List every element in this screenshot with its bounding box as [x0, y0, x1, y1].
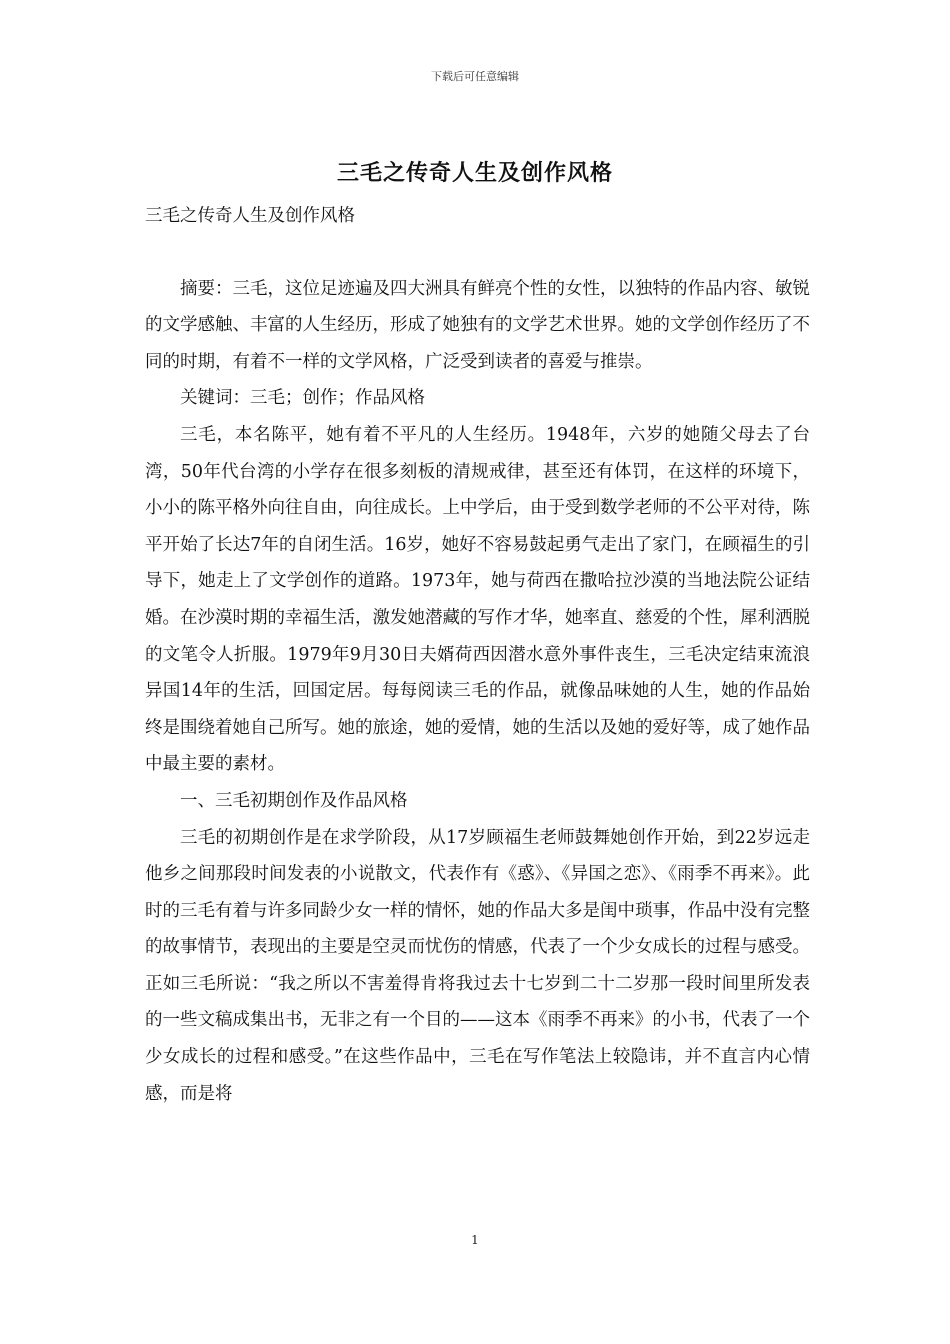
biography-paragraph: 三毛，本名陈平，她有着不平凡的人生经历。1948年，六岁的她随父母去了台湾，50年代台湾的小学存在很多刻板的清规戒律，甚至还有体罚，在这样的环境下，小小的陈平格外向往自由，向往成长。上中学后，由于受到数学老师的不公平对待，陈平开始了长达7年的自闭生活。16岁，她好不容易鼓起勇气走出了家门，在顾福生的引导下，她走上了文学创作的道路。1973年，她与荷西在撒哈拉沙漠的当地法院公证结婚。在沙漠时期的幸福生活，激发她潜藏的写作才华，她率直、慈爱的个性，犀利洒脱的文笔令人折服。1979年9月30日夫婿荷西因潜水意外事件丧生，三毛决定结束流浪异国14年的生活，回国定居。每每阅读三毛的作品，就像品味她的人生，她的作品始终是围绕着她自己所写。她的旅途，她的爱情，她的生活以及她的爱好等，成了她作品中最主要的素材。 — [145, 424, 810, 775]
abstract-paragraph: 摘要：三毛，这位足迹遍及四大洲具有鲜亮个性的女性，以独特的作品内容、敏锐的文学感触、丰富的人生经历，形成了她独有的文学艺术世界。她的文学创作经历了不同的时期，有着不一样的文学风格，广泛受到读者的喜爱与推崇。 — [145, 278, 810, 372]
keywords-paragraph: 关键词：三毛；创作；作品风格 — [180, 388, 425, 409]
page-header: 下载后可任意编辑 — [431, 70, 519, 83]
document-subtitle: 三毛之传奇人生及创作风格 — [145, 206, 355, 226]
section-heading: 一、三毛初期创作及作品风格 — [180, 790, 408, 811]
document-title: 三毛之传奇人生及创作风格 — [336, 160, 613, 186]
early-works-paragraph: 三毛的初期创作是在求学阶段，从17岁顾福生老师鼓舞她创作开始，到22岁远走他乡之间那段时间发表的小说散文，代表作有《惑》、《异国之恋》、《雨季不再来》。此时的三毛有着与许多同龄少女一样的情怀，她的作品大多是闺中琐事，作品中没有完整的故事情节，表现出的主要是空灵而忧伤的情感，代表了一个少女成长的过程与感受。正如三毛所说：“我之所以不害羞得肯将我过去十七岁到二十二岁那一段时间里所发表的一些文稿成集出书，无非之有一个目的——这本《雨季不再来》的小书，代表了一个少女成长的过程和感受。”在这些作品中，三毛在写作笔法上较隐讳，并不直言内心情感，而是将 — [145, 827, 810, 1104]
document-body — [145, 198, 810, 1112]
page-number: 1 — [471, 1233, 479, 1247]
